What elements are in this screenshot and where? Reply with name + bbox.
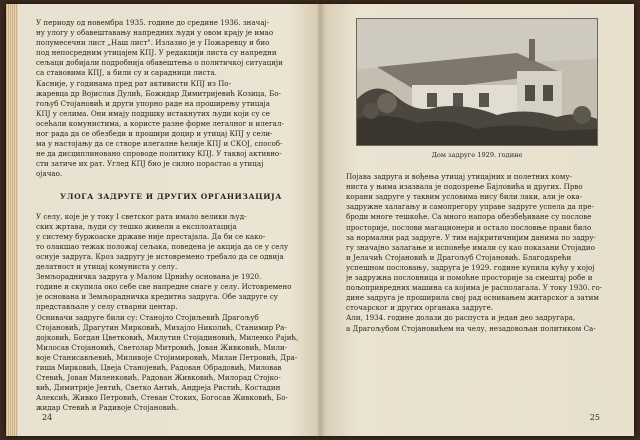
text-line: просторије, послови магационери и остало пословње прави било [346, 222, 592, 232]
text-line: Оснивачи задруге били су: Станојло Стојиљевић Драгољуб [36, 312, 259, 322]
text-line: дине задруга је проширила свој рад оснивањем житарског а затим [346, 293, 599, 303]
text-line: делатност и утицај комуниста у селу. [36, 262, 178, 272]
text-line: жаревца др Војислав Дулић, Божидар Димитријевић Козица, Бо- [36, 88, 281, 98]
text-line: успешном пословању, задруга је 1929. године купила кућу у којој [346, 262, 595, 272]
text-line: ну улогу у обавештавању напредних људи у овом крају је имао [36, 28, 274, 38]
text-line: оснује задруга. Кроз задругу је истовремено требало да се одвија [36, 251, 284, 261]
text-line: сточарског и других органака задруге. [346, 303, 494, 313]
text-line: је основана и Земљорадничка кредитна задруга. Обе задруге су [36, 292, 278, 302]
text-line: то олакшао тежак положај сељака, поведена је акција да се у селу [36, 241, 289, 251]
text-line: броди многе тешкоће. Са много напора обезбеђиване су послове [346, 212, 592, 222]
text-line: гољуб Стојановић и други упорно раде на проширењу утицаја [36, 98, 270, 108]
text-line: воје Станисављевић, Миливоје Стојимировић, Милан Петровић, Дра- [36, 352, 298, 362]
text-line: и Јелачић Стојановић и Драгољуб Стојановић. Благодарећи [346, 252, 572, 262]
text-line: Стојановић, Драгутин Мирковић, Михајло Николић, Станимир Ра- [36, 322, 287, 332]
text-line: ојачао. [36, 169, 63, 179]
text-line: гиша Мирковић, Цвеја Станојевић, Радован Обрадовић, Миловав [36, 363, 282, 372]
text-line: представљале у селу стварни центар. [36, 302, 178, 312]
left-page [36, 18, 306, 413]
text-line: сти затиче их рат. Углед КПЈ био је силно порастао а утицај [36, 159, 264, 169]
text-line: са ставовима КПЈ, а били су и сарадници листа. [36, 68, 217, 78]
text-line: пољопривредних машина са којима је располагала. У току 1930. го- [346, 283, 603, 293]
text-line: У селу, које је у току I светског рата имало велики људ- [36, 211, 247, 221]
text-line: ма у настојању да се створе илегалне ћелије КПЈ и СКОЈ, способ- [36, 139, 283, 149]
text-line: Милосав Стојановић, Светолар Митровић, Јован Живковић, Мили- [36, 342, 288, 352]
right-page [346, 18, 608, 334]
text-line: У периоду од новембра 1935. године до средине 1936. значај- [36, 18, 270, 27]
text-line: Земљорадничка задруга у Малом Црнићу основана је 1920. [36, 272, 262, 282]
text-line: осећали комунистима, а користе разне форме легалног и илегал- [36, 118, 284, 128]
cooperative-house-photo [356, 18, 598, 146]
text-line: не да дисциплиновано спроводе политику КПЈ. У таквој активно- [36, 149, 282, 159]
text-line: корани задруге у таквим условима нису били лаки, али је ока- [346, 192, 583, 202]
right-page-text [346, 172, 608, 334]
open-book [6, 4, 634, 436]
text-line: Али, 1934. године долази до распуста и један део задругара, [346, 313, 576, 323]
text-line: сељаци добијали подробнија обавештења о политичкој ситуацији [36, 58, 283, 68]
text-line: године и скупила око себе све напредне снаге у селу. Истовремено [36, 282, 292, 292]
page-number-left: 24 [42, 413, 53, 422]
page-number-right: 25 [589, 413, 600, 422]
text-line: ниста у њима изазвала је подозрење Бајловића и других. Прво [346, 182, 583, 192]
text-line: гу значајно залагање и исповеђе имали су као показани Стојадио [346, 242, 595, 252]
text-line: је задружна пословница и помоћне просторије за смештај робе и [346, 273, 593, 283]
text-line: Појава задруга и вођења утицај утицајних и полетних кому- [346, 172, 572, 182]
left-page-top-text [36, 18, 306, 180]
text-line: полумесечни лист „Наш лист". Излазио је у Пожаревцу и био [36, 38, 270, 48]
text-line: под непосредним утицајем КПЈ. У редакцији листа су напредни [36, 48, 277, 58]
text-line: за нормални рад задруге. У тим најкритичнијим данима по задру- [346, 232, 596, 242]
text-line: дојковић, Богдан Цветковић, Милутин Стојадиновић, Миленко Рајић, [36, 332, 299, 342]
text-line: ног рада да се обезбеди и прошири доцир и утицај КПЈ у сели- [36, 129, 273, 139]
text-line: Стевић, Јован Миленковић, Радован Живковић, Милорад Стојко- [36, 373, 281, 383]
text-line: ских жртава, људи су тешко живели а експлоатација [36, 221, 237, 231]
text-line: Касније, у годинама пред рат активисти КПЈ из По- [36, 78, 231, 88]
text-line: а Драгољубом Стојановићем на челу, незадовољан политиком Са- [346, 323, 596, 333]
photo-caption: Дом задруге 1929. године [431, 151, 523, 159]
text-line: у систему буржоаске државе није престајала. Да би се како- [36, 231, 266, 241]
text-line: КПЈ у селима. Они имају подршку истакнутих људи који су се [36, 108, 270, 118]
text-line: задружне халагању и самопрегору управе задруге успела да пре- [346, 202, 594, 212]
section-heading: УЛОГА ЗАДРУГЕ И ДРУГИХ ОРГАНИЗАЦИЈА [60, 191, 282, 201]
left-page-bottom-text [36, 212, 306, 414]
page-edges [6, 4, 18, 436]
text-line: жидар Стевић и Радивоје Стојановић. [36, 403, 179, 413]
text-line: вић, Димитрије Јевтић, Светко Антић, Андреја Ристић, Костадин [36, 383, 281, 393]
text-line: Алексић, Живко Петровић, Стеван Стоких, Богосав Живковић, Бо- [36, 393, 288, 403]
